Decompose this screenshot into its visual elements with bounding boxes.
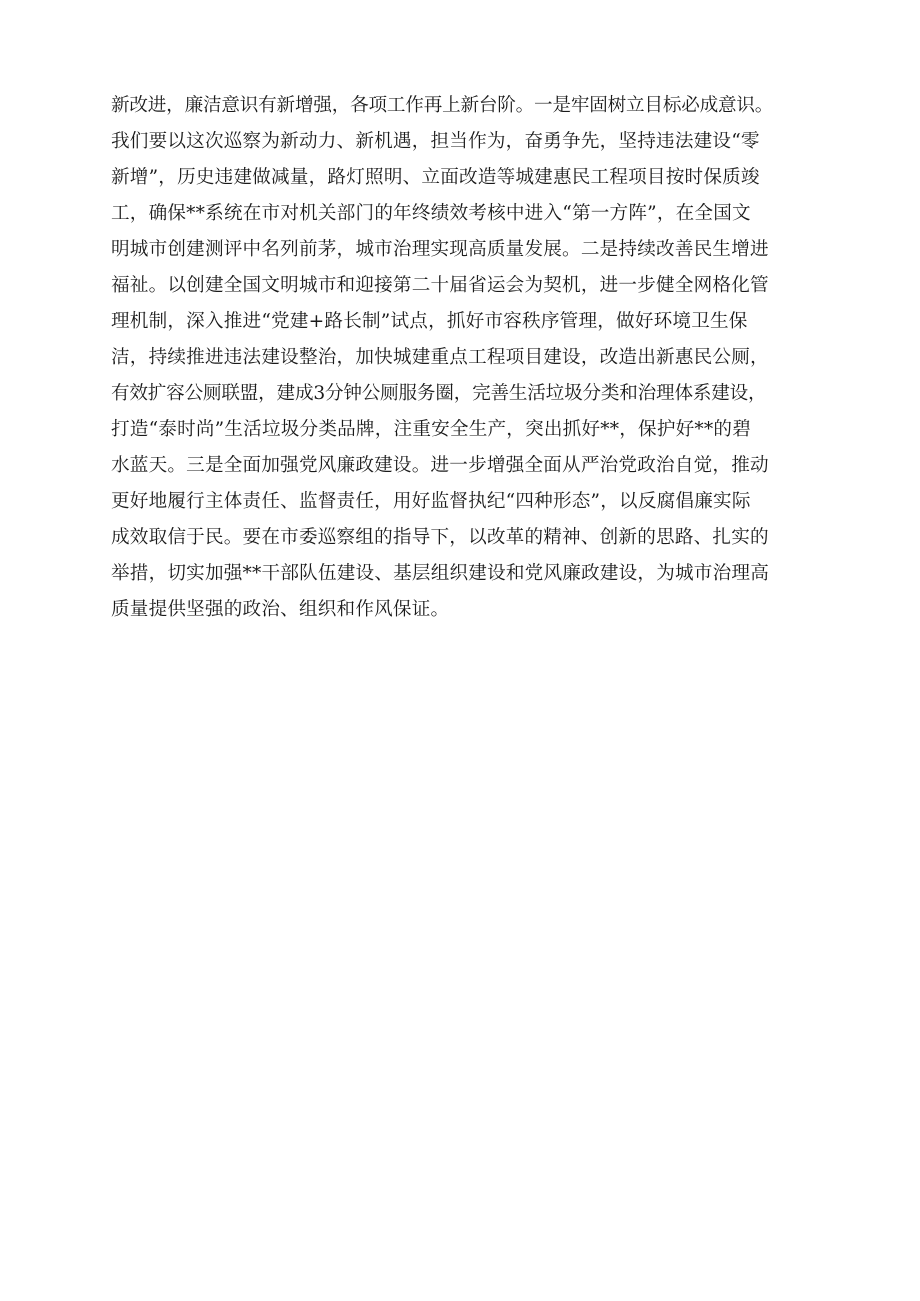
body-text [111, 88, 831, 628]
text-line-6: 福祉。以创建全国文明城市和迎接第二十届省运会为契机，进一步健全网格化管 [111, 275, 769, 296]
text-line-13: 成效取信于民。要在市委巡察组的指导下，以改革的精神、创新的思路、扎实的 [111, 527, 769, 548]
text-line-3: 新增”，历史违建做减量，路灯照明、立面改造等城建惠民工程项目按时保质竣 [111, 167, 760, 188]
text-line-8: 洁，持续推进违法建设整治，加快城建重点工程项目建设，改造出新惠民公厕， [111, 347, 769, 368]
text-line-11: 水蓝天。三是全面加强党风廉政建设。进一步增强全面从严治党政治自觉，推动 [111, 455, 769, 476]
text-line-2: 我们要以这次巡察为新动力、新机遇，担当作为，奋勇争先，坚持违法建设“零 [111, 131, 760, 152]
text-line-1: 新改进，廉洁意识有新增强，各项工作再上新台阶。一是牢固树立目标必成意识。 [111, 95, 774, 116]
text-line-10: 打造“泰时尚”生活垃圾分类品牌，注重安全生产，突出抓好**，保护好**的碧 [111, 419, 752, 440]
text-line-14: 举措，切实加强**干部队伍建设、基层组织建设和党风廉政建设，为城市治理高 [111, 563, 769, 584]
text-line-15: 质量提供坚强的政治、组织和作风保证。 [111, 599, 450, 620]
text-line-9: 有效扩容公厕联盟，建成3分钟公厕服务圈，完善生活垃圾分类和治理体系建设， [111, 383, 767, 404]
text-line-12: 更好地履行主体责任、监督责任，用好监督执纪“四种形态”，以反腐倡廉实际 [111, 491, 751, 512]
text-line-5: 明城市创建测评中名列前茅，城市治理实现高质量发展。二是持续改善民生增进 [111, 239, 769, 260]
text-line-7: 理机制，深入推进“党建+路长制”试点，抓好市容秩序管理，做好环境卫生保 [111, 311, 748, 332]
text-line-4: 工，确保**系统在市对机关部门的年终绩效考核中进入“第一方阵”，在全国文 [111, 203, 751, 224]
